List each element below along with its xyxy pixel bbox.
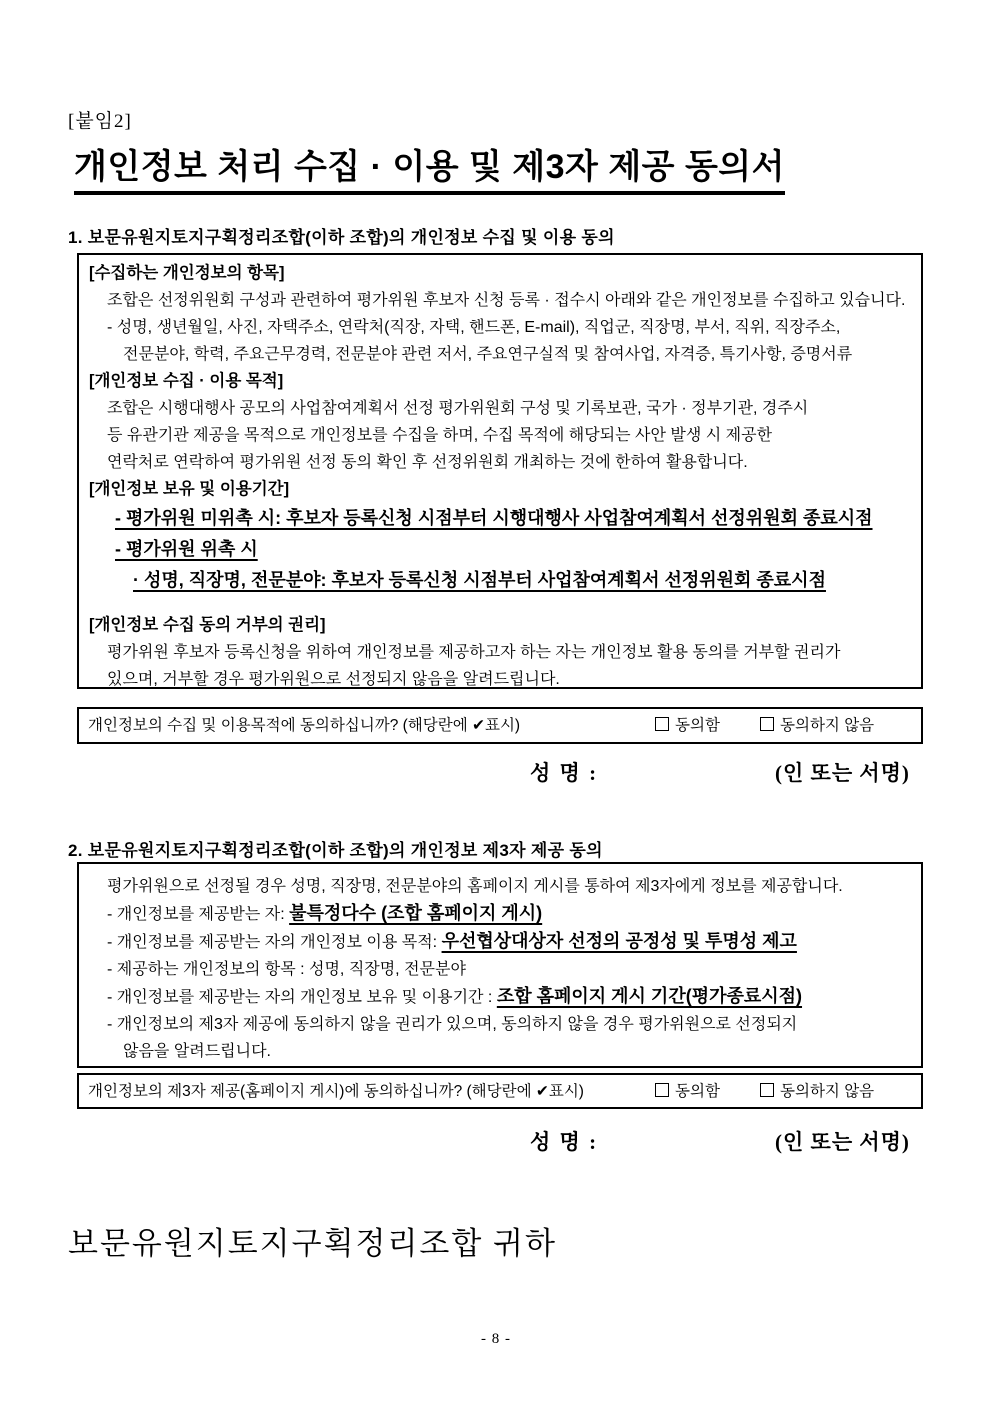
- purpose-line3: 연락처로 연락하여 평가위원 선정 동의 확인 후 선정위원회 개최하는 것에 한하여 활용합니다.: [107, 454, 748, 471]
- section1-heading: 1. 보문유원지토지구획정리조합(이하 조합)의 개인정보 수집 및 이용 동의: [68, 228, 615, 247]
- provision-purpose-value: 우선협상대상자 선정의 공정성 및 투명성 제고: [441, 931, 797, 951]
- section2-heading: 2. 보문유원지토지구획정리조합(이하 조합)의 개인정보 제3자 제공 동의: [68, 841, 603, 860]
- provision-recipient-line: [89, 900, 911, 928]
- provision-refusal-line2: 않음을 알려드립니다.: [123, 1043, 271, 1060]
- section1-agree-option[interactable]: [655, 709, 720, 742]
- section2-disagree-checkbox[interactable]: [760, 1083, 774, 1097]
- section2-agree-option[interactable]: [655, 1075, 720, 1107]
- provision-retention-value: 조합 홈페이지 게시 기간(평가종료시점): [496, 986, 803, 1006]
- section1-info-box: [77, 253, 923, 689]
- provision-items-line: - 제공하는 개인정보의 항목 : 성명, 직장명, 전문분야: [107, 961, 466, 978]
- section2-agree-checkbox[interactable]: [655, 1083, 669, 1097]
- section2-disagree-label: 동의하지 않음: [780, 1083, 875, 1100]
- section1-signature-row: [0, 757, 992, 787]
- purpose-line2: 등 유관기관 제공을 목적으로 개인정보를 수집을 하며, 수집 목적에 해당되는 사안 발생 시 제공한: [107, 427, 773, 444]
- section1-agree-label: 동의함: [675, 717, 720, 734]
- section2-seal-label: (인 또는 서명): [775, 1130, 910, 1154]
- refusal-right-line1: 평가위원 후보자 등록신청을 위하여 개인정보를 제공하고자 하는 자는 개인정보 활용 동의를 거부할 권리가: [107, 644, 841, 661]
- section1-consent-row: [77, 707, 923, 744]
- page-number: - 8 -: [481, 1331, 511, 1347]
- provision-retention-prefix: - 개인정보를 제공받는 자의 개인정보 보유 및 이용기간 :: [107, 989, 497, 1006]
- provision-refusal-line1: - 개인정보의 제3자 제공에 동의하지 않을 권리가 있으며, 동의하지 않을 경우 평가위원으로 선정되지: [107, 1016, 798, 1033]
- retention-item-not-appointed: - 평가위원 미위촉 시: 후보자 등록신청 시점부터 시행대행사 사업참여계획서 선정위원회 종료시점: [115, 508, 873, 528]
- section1-seal-label: (인 또는 서명): [775, 761, 910, 785]
- section2-agree-label: 동의함: [675, 1083, 720, 1100]
- box1-spacer: [89, 596, 911, 612]
- section2-name-label: 성 명 :: [530, 1130, 599, 1154]
- section1-disagree-checkbox[interactable]: [760, 717, 774, 731]
- page-title: 개인정보 처리 수집 · 이용 및 제3자 제공 동의서: [74, 139, 785, 195]
- provision-recipient-value: 불특정다수 (조합 홈페이지 게시): [289, 903, 543, 923]
- attachment-label: [붙임2]: [68, 111, 132, 132]
- recipient-line: 보문유원지토지구획정리조합 귀하: [68, 1226, 557, 1261]
- section1-agree-checkbox[interactable]: [655, 717, 669, 731]
- section1-name-label: 성 명 :: [530, 761, 599, 785]
- section2-signature-row: [0, 1126, 992, 1156]
- provision-purpose-line: [89, 928, 911, 956]
- retention-item-appointed-detail: · 성명, 직장명, 전문분야: 후보자 등록신청 시점부터 사업참여계획서 선정위원회 종료시점: [133, 570, 826, 590]
- section2-consent-row: [77, 1073, 923, 1109]
- purpose-line1: 조합은 시행대행사 공모의 사업참여계획서 선정 평가위원회 구성 및 기록보관, 국가 · 정부기관, 경주시: [107, 400, 809, 417]
- provision-recipient-prefix: - 개인정보를 제공받는 자:: [107, 906, 290, 923]
- retention-heading: [개인정보 보유 및 이용기간]: [89, 480, 290, 498]
- section2-disagree-option[interactable]: [760, 1075, 874, 1107]
- section1-consent-question: 개인정보의 수집 및 이용목적에 동의하십니까? (해당란에 ✔표시): [88, 717, 521, 734]
- section1-disagree-label: 동의하지 않음: [780, 717, 875, 734]
- provision-purpose-prefix: - 개인정보를 제공받는 자의 개인정보 이용 목적:: [107, 934, 442, 951]
- collect-items-line1: - 성명, 생년월일, 사진, 자택주소, 연락처(직장, 자택, 핸드폰, E-mail), 직업군, 직장명, 부서, 직위, 직장주소,: [107, 319, 841, 336]
- section1-disagree-option[interactable]: [760, 709, 874, 742]
- retention-item-appointed: - 평가위원 위촉 시: [115, 539, 258, 559]
- provision-intro: 평가위원으로 선정될 경우 성명, 직장명, 전문분야의 홈페이지 게시를 통하여 제3자에게 정보를 제공합니다.: [107, 878, 843, 895]
- collect-items-intro: 조합은 선정위원회 구성과 관련하여 평가위원 후보자 신청 등록 · 접수시 아래와 같은 개인정보를 수집하고 있습니다.: [107, 292, 906, 309]
- refusal-right-line2: 있으며, 거부할 경우 평가위원으로 선정되지 않음을 알려드립니다.: [107, 671, 560, 688]
- refusal-right-heading: [개인정보 수집 동의 거부의 권리]: [89, 616, 326, 634]
- collect-items-heading: [수집하는 개인정보의 항목]: [89, 264, 285, 282]
- section2-consent-question: 개인정보의 제3자 제공(홈페이지 게시)에 동의하십니까? (해당란에 ✔표시): [88, 1083, 584, 1100]
- collect-items-line2: 전문분야, 학력, 주요근무경력, 전문분야 관련 저서, 주요연구실적 및 참여사업, 자격증, 특기사항, 증명서류: [123, 346, 853, 363]
- purpose-heading: [개인정보 수집 · 이용 목적]: [89, 372, 284, 390]
- provision-retention-line: [89, 983, 911, 1011]
- section2-info-box: [77, 862, 923, 1068]
